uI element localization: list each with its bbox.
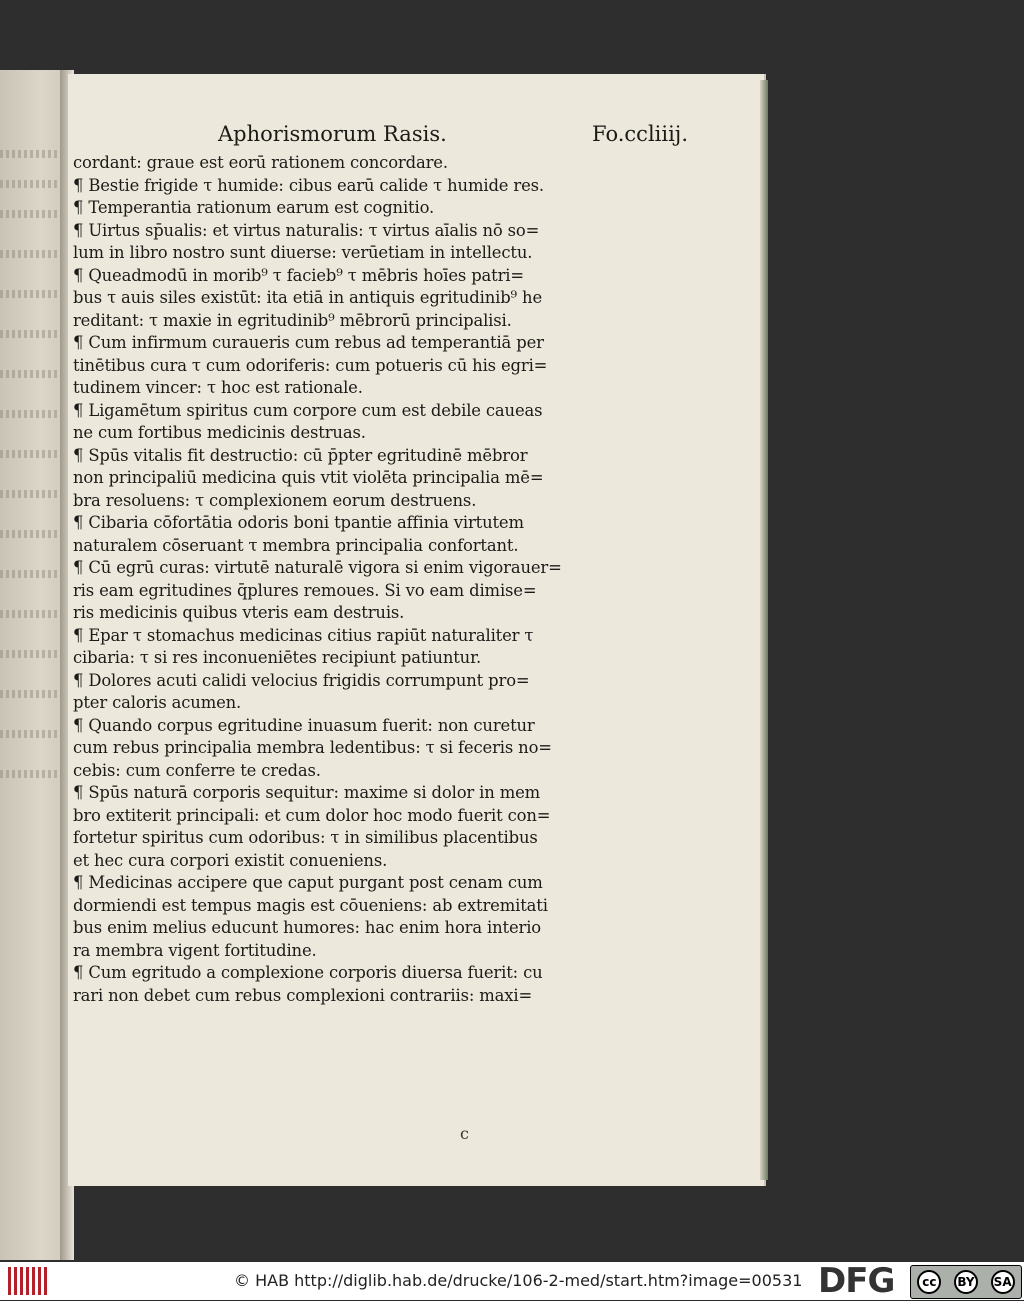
cc-icon: cc <box>917 1270 941 1294</box>
facing-page-strip <box>0 70 68 1260</box>
bleed-through-text <box>0 290 66 298</box>
sa-icon: SA <box>991 1270 1015 1294</box>
running-head-title: Aphorismorum Rasis. <box>218 122 447 146</box>
text-line: ¶ Cum egritudo a complexione corporis diuersa fuerit: cu <box>73 963 543 982</box>
text-line: rari non debet cum rebus complexioni contrariis: maxi= <box>73 985 533 1005</box>
text-line: bra resoluens: τ complexionem eorum destruens. <box>73 490 477 510</box>
bleed-through-text <box>0 150 66 158</box>
text-line: ¶ Temperantia rationum earum est cognitio. <box>73 198 435 217</box>
bleed-through-text <box>0 730 66 738</box>
bleed-through-text <box>0 530 66 538</box>
text-line: dormiendi est tempus magis est cōueniens: ab extremitati <box>73 895 548 915</box>
text-line: ¶ Bestie frigide τ humide: cibus earū calide τ humide res. <box>73 175 544 195</box>
bleed-through-text <box>0 180 66 188</box>
cc-license-badge[interactable] <box>910 1265 1022 1299</box>
text-line: ne cum fortibus medicinis destruas. <box>73 423 366 442</box>
bleed-through-text <box>0 610 66 618</box>
text-line: ¶ Medicinas accipere que caput purgant post cenam cum <box>73 873 543 892</box>
text-line: ris eam egritudines q̄plures remoues. Si vo eam dimise= <box>73 580 537 600</box>
text-line: ¶ Quando corpus egritudine inuasum fuerit: non curetur <box>73 715 535 735</box>
bleed-through-text <box>0 490 66 498</box>
text-line: ¶ Spūs naturā corporis sequitur: maxime si dolor in mem <box>73 783 541 802</box>
text-line: bus τ auis siles existūt: ita etiā in antiquis egritudinib⁹ he <box>73 288 542 307</box>
text-line: ris medicinis quibus vteris eam destruis. <box>73 603 405 622</box>
text-line: cibaria: τ si res inconueniētes recipiunt patiuntur. <box>73 648 482 667</box>
bleed-through-text <box>0 410 66 418</box>
bleed-through-text <box>0 770 66 778</box>
footer-bar <box>0 1262 1024 1300</box>
bleed-through-text <box>0 370 66 378</box>
text-line: tinētibus cura τ cum odoriferis: cum potueris cū his egri= <box>73 355 548 375</box>
text-line: ¶ Cum infirmum curaueris cum rebus ad temperantiā per <box>73 333 544 352</box>
text-line: tudinem vincer: τ hoc est rationale. <box>73 378 363 397</box>
text-line: ¶ Ligamētum spiritus cum corpore cum est debile caueas <box>73 400 543 420</box>
bleed-through-text <box>0 250 66 258</box>
text-block <box>73 152 633 1007</box>
text-line: cum rebus principalia membra ledentibus: τ si feceris no= <box>73 738 552 757</box>
text-line: ¶ Cibaria cōfortātia odoris boni tpantie affinia virtutem <box>73 513 524 532</box>
text-line: ¶ Spūs vitalis fit destructio: cū p̄pter egritudinē mēbror <box>73 445 528 465</box>
bleed-through-text <box>0 690 66 698</box>
library-logo-icon[interactable] <box>8 1267 48 1295</box>
text-line: non principaliū medicina quis vtit violēta principalia mē= <box>73 468 544 487</box>
text-line: lum in libro nostro sunt diuerse: verūetiam in intellectu. <box>73 243 533 262</box>
bleed-through-text <box>0 570 66 578</box>
text-line: reditant: τ maxie in egritudinib⁹ mēbrorū principalisi. <box>73 310 512 330</box>
text-line: pter caloris acumen. <box>73 693 242 712</box>
text-line: ¶ Epar τ stomachus medicinas citius rapiūt naturaliter τ <box>73 625 534 645</box>
scanned-page <box>68 74 764 1186</box>
folio-number: Fo.ccliiij. <box>592 122 688 146</box>
bleed-through-text <box>0 450 66 458</box>
by-icon: BY <box>954 1270 978 1294</box>
dfg-logo[interactable]: DFG <box>818 1261 895 1301</box>
text-line: naturalem cōseruant τ membra principalia confortant. <box>73 535 519 555</box>
page-edge <box>760 80 768 1180</box>
text-line: ¶ Dolores acuti calidi velocius frigidis corrumpunt pro= <box>73 670 530 690</box>
text-line: ¶ Cū egrū curas: virtutē naturalē vigora si enim vigorauer= <box>73 558 562 577</box>
text-line: ra membra vigent fortitudine. <box>73 940 317 960</box>
bleed-through-text <box>0 210 66 218</box>
text-line: bus enim melius educunt humores: hac enim hora interio <box>73 918 542 937</box>
text-line: fortetur spiritus cum odoribus: τ in similibus placentibus <box>73 828 538 847</box>
text-line: ¶ Uirtus sp̄ualis: et virtus naturalis: τ virtus aīalis nō so= <box>73 220 540 240</box>
copyright-notice[interactable]: © HAB http://diglib.hab.de/drucke/106-2-med/start.htm?image=00531 <box>234 1271 803 1290</box>
bleed-through-text <box>0 330 66 338</box>
text-line: bro extiterit principali: et cum dolor hoc modo fuerit con= <box>73 805 551 825</box>
text-line: ¶ Queadmodū in morib⁹ τ facieb⁹ τ mēbris hoīes patri= <box>73 265 524 285</box>
text-line: cordant: graue est eorū rationem concordare. <box>73 153 448 172</box>
text-line: et hec cura corpori existit conueniens. <box>73 850 388 870</box>
running-head <box>218 122 688 152</box>
bleed-through-text <box>0 650 66 658</box>
signature-mark: c <box>460 1124 469 1143</box>
text-line: cebis: cum conferre te credas. <box>73 760 321 780</box>
